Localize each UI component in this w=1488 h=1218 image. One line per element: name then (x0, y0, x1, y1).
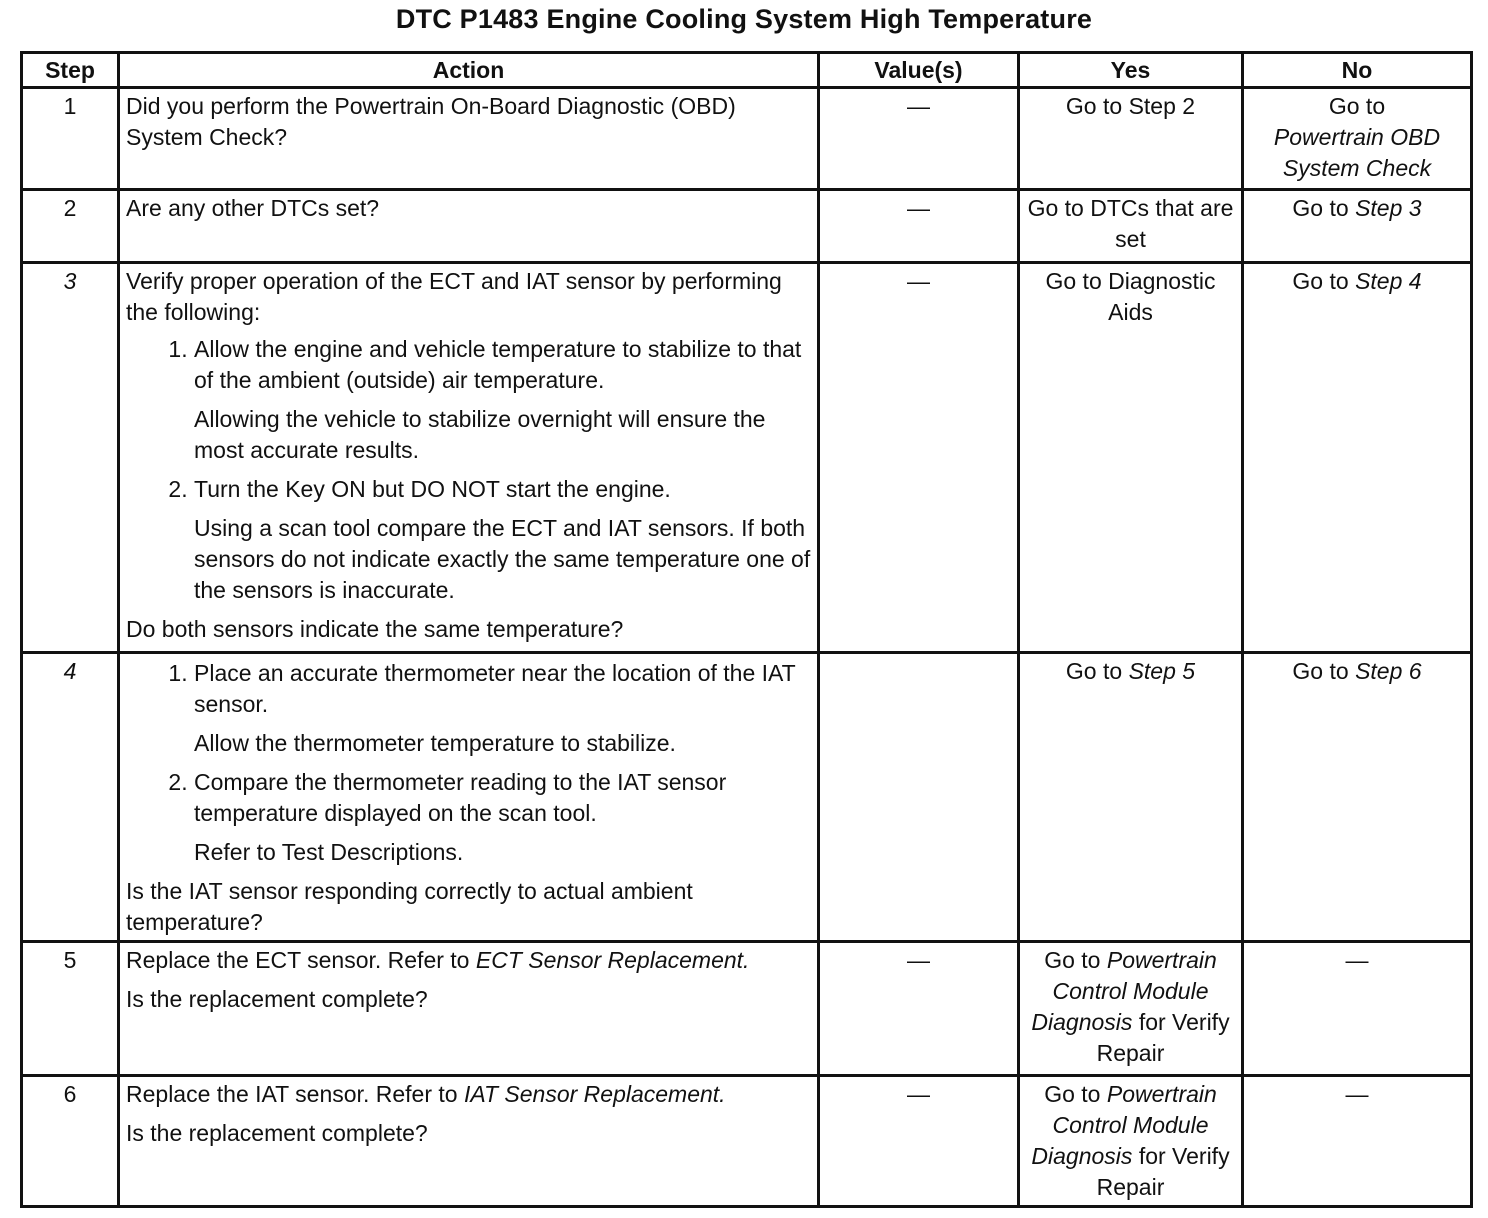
action-question: Is the replacement complete? (126, 1120, 428, 1146)
step-number: 5 (22, 942, 119, 1076)
step-number: 3 (22, 263, 119, 653)
no-reference: Step 6 (1355, 658, 1422, 684)
no-cell (1243, 263, 1472, 653)
step-number: 6 (22, 1076, 119, 1207)
table-header-row (22, 53, 1472, 88)
procedure-list (126, 658, 811, 868)
yes-cell (1019, 1076, 1243, 1207)
action-text (126, 945, 811, 976)
yes-cell: Go to Diagnostic Aids (1019, 263, 1243, 653)
action-prefix: Replace the ECT sensor. Refer to (126, 947, 470, 973)
list-item (194, 767, 811, 868)
procedure-text: Place an accurate thermometer near the location of the IAT sensor. (194, 660, 796, 717)
no-cell: — (1243, 1076, 1472, 1207)
action-cell (119, 942, 819, 1076)
procedure-list (126, 334, 811, 606)
no-prefix: Go to (1292, 658, 1349, 684)
no-cell (1243, 190, 1472, 263)
no-cell (1243, 653, 1472, 942)
action-cell (119, 1076, 819, 1207)
no-prefix: Go to (1328, 93, 1386, 119)
diagnostic-table (20, 51, 1473, 1208)
list-item (194, 474, 811, 606)
list-item (194, 334, 811, 466)
action-question: Is the IAT sensor responding correctly to actual ambient temperature? (126, 878, 693, 935)
procedure-note: Allowing the vehicle to stabilize overnight will ensure the most accurate results. (194, 406, 766, 463)
action-reference: ECT Sensor Replacement. (475, 947, 750, 973)
table-row (22, 1076, 1472, 1207)
value-cell (819, 653, 1019, 942)
no-cell: — (1243, 942, 1472, 1076)
header-values: Value(s) (819, 53, 1019, 88)
yes-reference: Step 5 (1128, 658, 1196, 684)
no-prefix: Go to (1292, 268, 1349, 294)
action-reference: IAT Sensor Replacement. (463, 1081, 726, 1107)
value-cell: — (819, 1076, 1019, 1207)
yes-cell (1019, 653, 1243, 942)
yes-cell (1019, 942, 1243, 1076)
value-cell: — (819, 942, 1019, 1076)
list-item (194, 658, 811, 759)
no-cell (1243, 88, 1472, 190)
table-row (22, 942, 1472, 1076)
value-cell: — (819, 263, 1019, 653)
action-question: Is the replacement complete? (126, 986, 428, 1012)
table-row (22, 190, 1472, 263)
action-prefix: Replace the IAT sensor. Refer to (126, 1081, 458, 1107)
header-no: No (1243, 53, 1472, 88)
action-text (126, 1079, 811, 1110)
table-row (22, 263, 1472, 653)
step-number: 4 (22, 653, 119, 942)
procedure-text: Turn the Key ON but DO NOT start the engine. (194, 476, 671, 502)
procedure-note: Using a scan tool compare the ECT and IAT sensors. If both sensors do not indicate exactly the same temperature one of the sensors is inaccurate. (194, 515, 811, 603)
step-number: 1 (22, 88, 119, 190)
header-action: Action (119, 53, 819, 88)
action-cell (119, 263, 819, 653)
action-cell: Did you perform the Powertrain On-Board Diagnostic (OBD) System Check? (119, 88, 819, 190)
no-reference: Step 4 (1355, 268, 1422, 294)
procedure-text: Allow the engine and vehicle temperature to stabilize to that of the ambient (outside) air temperature. (194, 336, 802, 393)
table-row (22, 653, 1472, 942)
yes-reference: Powertrain Control Module Diagnosis (1031, 1081, 1217, 1169)
action-intro: Verify proper operation of the ECT and IAT sensor by performing the following: (126, 268, 782, 325)
page-title: DTC P1483 Engine Cooling System High Temperature (395, 4, 1093, 34)
header-yes: Yes (1019, 53, 1243, 88)
no-reference: Step 3 (1355, 195, 1422, 221)
yes-cell: Go to DTCs that are set (1019, 190, 1243, 263)
procedure-note: Allow the thermometer temperature to stabilize. (194, 730, 676, 756)
yes-prefix: Go to (1044, 947, 1101, 973)
yes-suffix: for Verify Repair (1096, 1143, 1230, 1200)
no-prefix: Go to (1292, 195, 1349, 221)
yes-prefix: Go to (1065, 658, 1123, 684)
header-step: Step (22, 53, 119, 88)
action-cell (119, 653, 819, 942)
yes-cell: Go to Step 2 (1019, 88, 1243, 190)
yes-suffix: for Verify Repair (1096, 1009, 1230, 1066)
value-cell: — (819, 88, 1019, 190)
no-reference: Powertrain OBD System Check (1273, 124, 1441, 181)
yes-reference: Powertrain Control Module Diagnosis (1031, 947, 1217, 1035)
procedure-text: Compare the thermometer reading to the IAT sensor temperature displayed on the scan tool. (194, 769, 727, 826)
table-row (22, 88, 1472, 190)
step-number: 2 (22, 190, 119, 263)
action-question: Do both sensors indicate the same temperature? (126, 616, 624, 642)
yes-prefix: Go to (1044, 1081, 1101, 1107)
value-cell: — (819, 190, 1019, 263)
procedure-note: Refer to Test Descriptions. (194, 839, 464, 865)
action-cell: Are any other DTCs set? (119, 190, 819, 263)
